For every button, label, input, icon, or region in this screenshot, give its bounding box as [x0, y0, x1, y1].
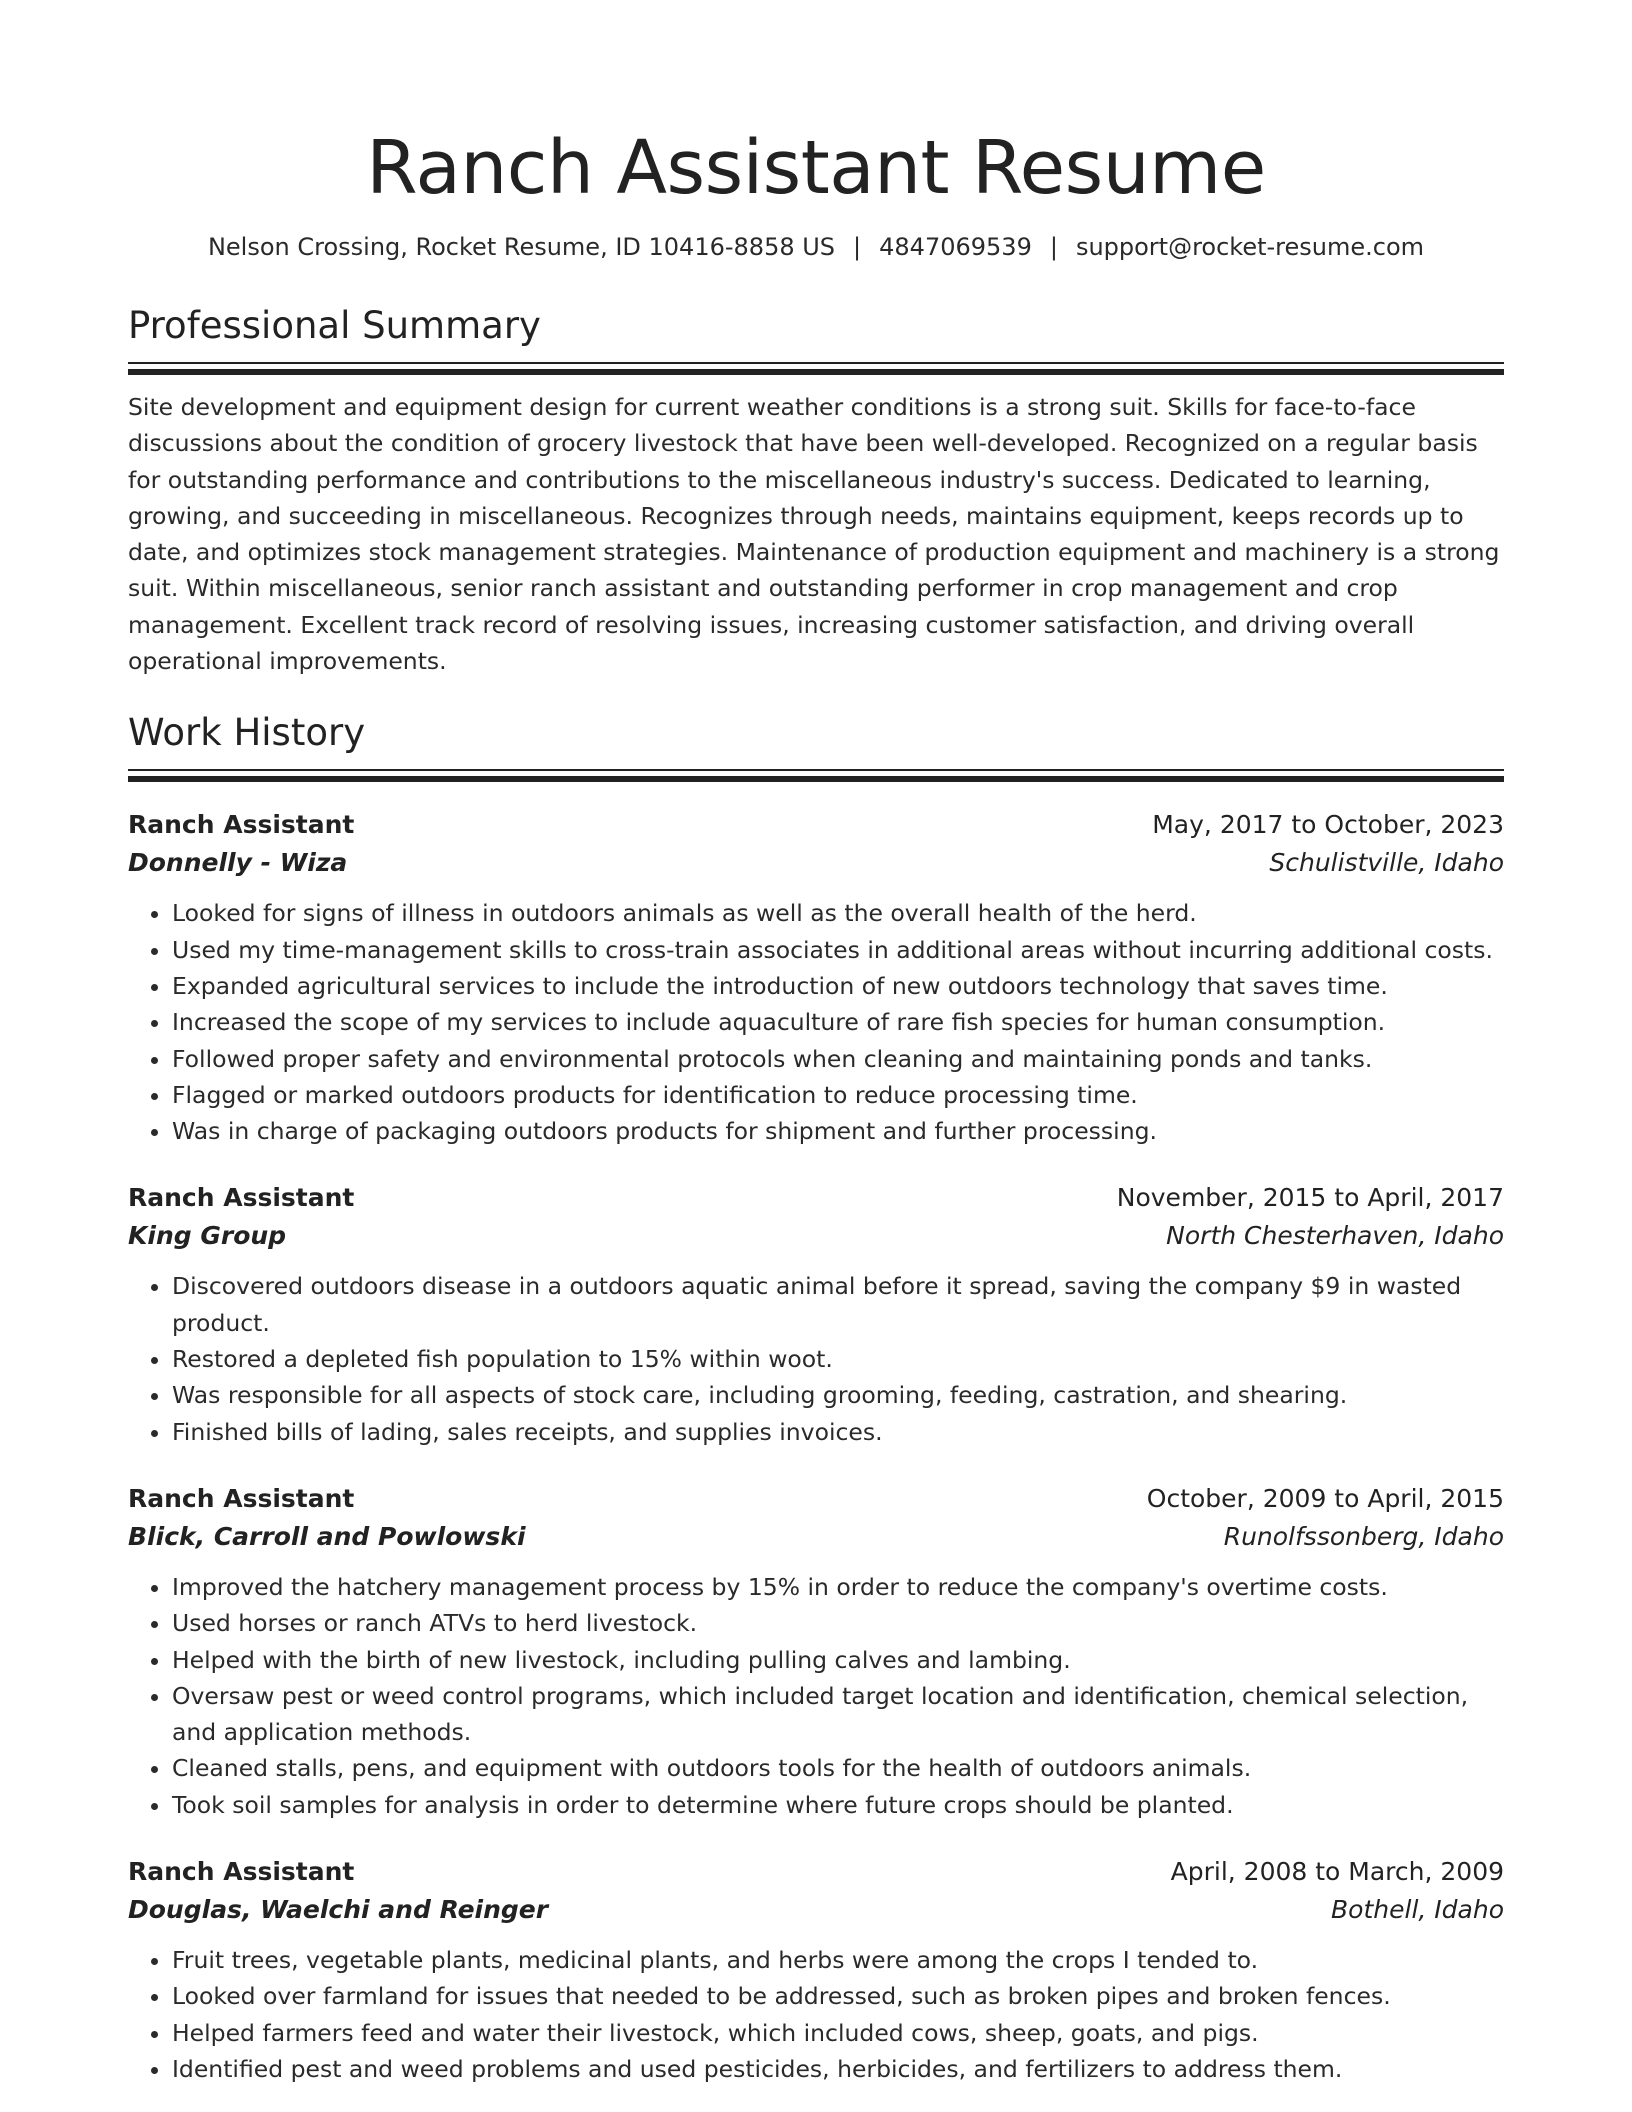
- work-history-section: [128, 709, 1504, 2087]
- job-location: Bothell, Idaho: [1331, 1895, 1504, 1925]
- job-bullet: • Took soil samples for analysis in order to determine where future crops should be planted.: [172, 1787, 1504, 1823]
- job-bullet: • Improved the hatchery management process by 15% in order to reduce the company's overtime costs.: [172, 1569, 1504, 1605]
- job-bullet-list: [128, 1569, 1504, 1823]
- job-company: Blick, Carroll and Powlowski: [128, 1521, 526, 1551]
- job-entry: [128, 806, 1504, 1149]
- job-bullet: • Increased the scope of my services to include aquaculture of rare fish species for human consumption.: [172, 1004, 1504, 1040]
- job-entry: [128, 1480, 1504, 1823]
- job-bullet: • Was responsible for all aspects of stock care, including grooming, feeding, castration, and shearing.: [172, 1377, 1504, 1413]
- professional-summary-section: [128, 302, 1504, 679]
- job-bullet: • Finished bills of lading, sales receipts, and supplies invoices.: [172, 1414, 1504, 1450]
- job-company-row: [128, 1891, 1504, 1929]
- job-bullet: • Was in charge of packaging outdoors products for shipment and further processing.: [172, 1113, 1504, 1149]
- contact-email[interactable]: support@rocket-resume.com: [1075, 233, 1425, 261]
- contact-phone: 4847069539: [879, 233, 1032, 261]
- job-bullet: • Looked over farmland for issues that needed to be addressed, such as broken pipes and broken fences.: [172, 1978, 1504, 2014]
- section-heading-work-history: Work History: [128, 711, 366, 755]
- job-bullet: • Oversaw pest or weed control programs, which included target location and identification, chemical selection, and application methods.: [172, 1678, 1504, 1751]
- job-bullet-list: [128, 1268, 1504, 1449]
- job-header-row: [128, 806, 1504, 844]
- job-location: Schulistville, Idaho: [1269, 848, 1504, 878]
- job-bullet: • Used my time-management skills to cross-train associates in additional areas without incurring additional costs.: [172, 932, 1504, 968]
- job-bullet: • Cleaned stalls, pens, and equipment with outdoors tools for the health of outdoors animals.: [172, 1750, 1504, 1786]
- resume-title: Ranch Assistant Resume: [366, 125, 1266, 211]
- job-entry: [128, 1179, 1504, 1449]
- contact-line: [128, 230, 1504, 264]
- job-bullet: • Flagged or marked outdoors products for identification to reduce processing time.: [172, 1077, 1504, 1113]
- job-dates: October, 2009 to April, 2015: [1146, 1483, 1504, 1513]
- job-company: King Group: [128, 1221, 287, 1251]
- section-heading-summary: Professional Summary: [128, 304, 541, 347]
- job-company-row: [128, 1217, 1504, 1255]
- job-company-row: [128, 844, 1504, 882]
- contact-separator: |: [853, 233, 862, 261]
- job-header-row: [128, 1480, 1504, 1518]
- job-bullet-list: [128, 895, 1504, 1149]
- job-header-row: [128, 1853, 1504, 1891]
- job-header-row: [128, 1179, 1504, 1217]
- job-bullet: • Helped farmers feed and water their livestock, which included cows, sheep, goats, and pigs.: [172, 2015, 1504, 2051]
- job-bullet: • Fruit trees, vegetable plants, medicinal plants, and herbs were among the crops I tended to.: [172, 1942, 1504, 1978]
- job-location: Runolfssonberg, Idaho: [1223, 1521, 1504, 1551]
- job-bullet: • Used horses or ranch ATVs to herd livestock.: [172, 1605, 1504, 1641]
- job-company: Douglas, Waelchi and Reinger: [128, 1895, 549, 1925]
- job-title: Ranch Assistant: [128, 1483, 355, 1513]
- section-divider: [128, 362, 1504, 375]
- job-bullet: • Restored a depleted fish population to 15% within woot.: [172, 1341, 1504, 1377]
- job-location: North Chesterhaven, Idaho: [1166, 1221, 1504, 1251]
- job-dates: May, 2017 to October, 2023: [1152, 810, 1504, 840]
- job-company: Donnelly - Wiza: [128, 848, 348, 878]
- summary-text: Site development and equipment design for current weather conditions is a strong suit. Skills for face-to-face discussions about the condition of grocery livestock that have been well-developed. Recognized on a regular basis for outstanding performance and contributions to the miscellaneous industry's success. Dedicated to learning, growing, and succeeding in miscellaneous. Recognizes through needs, maintains equipment, keeps records up to date, and optimizes stock management strategies. Maintenance of production equipment and machinery is a strong suit. Within miscellaneous, senior ranch assistant and outstanding performer in crop management and crop management. Excellent track record of resolving issues, increasing customer satisfaction, and driving overall operational improvements.: [128, 393, 1500, 676]
- job-bullet: • Looked for signs of illness in outdoors animals as well as the overall health of the herd.: [172, 895, 1504, 931]
- job-company-row: [128, 1518, 1504, 1556]
- job-dates: November, 2015 to April, 2017: [1116, 1183, 1504, 1213]
- job-bullet-list: [128, 1942, 1504, 2087]
- job-title: Ranch Assistant: [128, 1857, 355, 1887]
- job-title: Ranch Assistant: [128, 810, 355, 840]
- job-bullet: • Identified pest and weed problems and used pesticides, herbicides, and fertilizers to address them.: [172, 2051, 1504, 2087]
- job-bullet: • Expanded agricultural services to include the introduction of new outdoors technology that saves time.: [172, 968, 1504, 1004]
- contact-address: Nelson Crossing, Rocket Resume, ID 10416-8858 US: [207, 233, 836, 261]
- section-divider: [128, 769, 1504, 782]
- job-bullet: • Followed proper safety and environmental protocols when cleaning and maintaining ponds and tanks.: [172, 1041, 1504, 1077]
- contact-separator: |: [1049, 233, 1058, 261]
- resume-page: [128, 0, 1504, 2087]
- job-dates: April, 2008 to March, 2009: [1170, 1857, 1504, 1887]
- job-title: Ranch Assistant: [128, 1183, 355, 1213]
- job-bullet: • Helped with the birth of new livestock, including pulling calves and lambing.: [172, 1642, 1504, 1678]
- job-entry: [128, 1853, 1504, 2087]
- job-bullet: • Discovered outdoors disease in a outdoors aquatic animal before it spread, saving the company $9 in wasted product.: [172, 1268, 1504, 1341]
